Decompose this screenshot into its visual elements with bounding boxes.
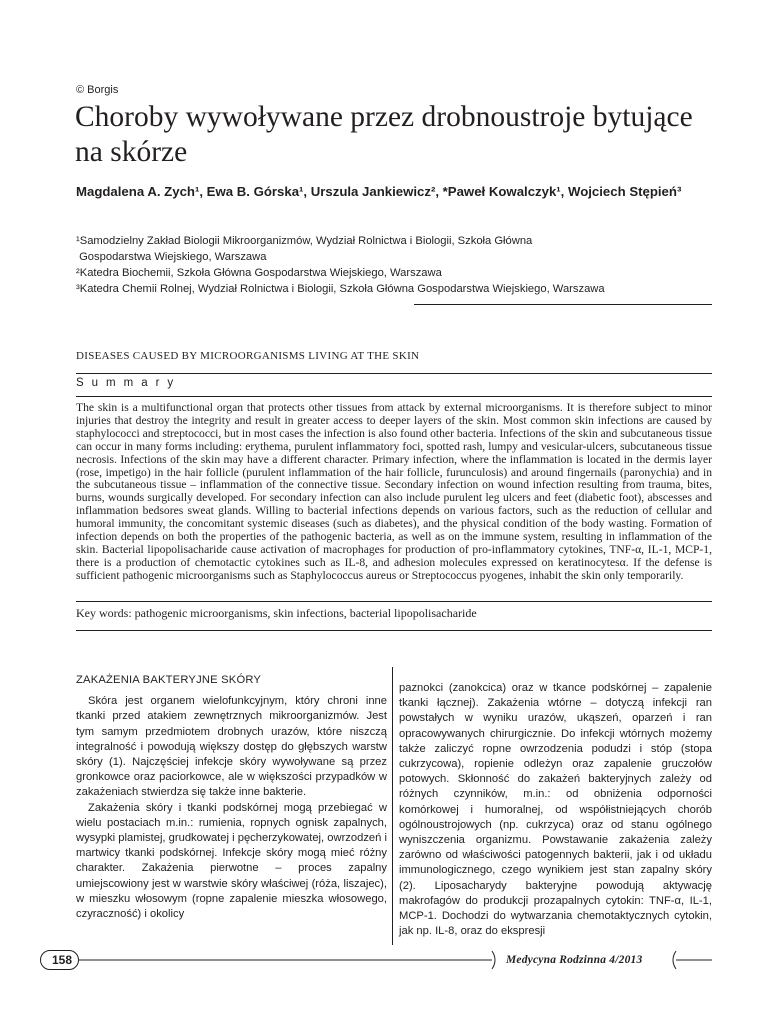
copyright-notice: © Borgis [76,84,119,96]
page-number: 158 [52,953,73,967]
author-list: Magdalena A. Zych¹, Ewa B. Górska¹, Urszula Jankiewicz², *Paweł Kowalczyk¹, Wojciech Stępień³ [76,184,682,199]
affiliation-line: ¹Samodzielny Zakład Biologii Mikroorganizmów, Wydział Rolnictwa i Biologii, Szkoła Główna [76,235,533,247]
column-divider [392,667,393,945]
abstract-text: The skin is a multifunctional organ that protects other tissues from attack by external microorganisms. It is therefore subject to minor injuries that destroy the integrity and result in greater access to deeper layers of the skin. Most common skin infections are caused by staphylococci and streptococci, but in most cases the infection is also found other bacteria. Infections of the skin and subcutaneous tissue can occur in many forms including: erythema, purulent inflammatory foci, spotted rash, lumpy and vesicular-ulcers, subcutaneous tissue necrosis. Infections of the skin may have a different character. Primary infection, where the inflammation is located in the dermis layer (rose, impetigo) in the hair follicle (purulent inflammation of the hair follicle, furunculosis) and around fingernails (paronychia) and in the subcutaneous tissue – inflammation of the connective tissue. Secondary infection on wound infection resulting from trauma, bites, burns, wounds surgically developed. For secondary infection can also include purulent leg ulcers and feet (diabetic foot), abscesses and inflammation bedsores sweat glands. Willing to bacterial infections depends on various factors, such as the reduction of cellular and humoral immunity, the concomitant systemic diseases (such as diabetes), and the physical condition of the body wasting. Formation of infection depends on both the properties of the pathogenic bacteria, as well as on the immune system, resulting in inflammation of the skin. Bacterial lipopolisacharide cause activation of macrophages for production of pro-inflammatory cytokines, TNF-α, IL-1, MCP-1, there is a production of chemotactic cytokines such as IL-8, and adhesion molecules expressed on keratinocytesα. If the defense is sufficient pathogenic microorganisms such as Staphylococcus aureus or Streptococcus pyogenes, inhabit the skin only temporarily. [76,401,712,582]
body-paragraph: Zakażenia skóry i tkanki podskórnej mogą przebiegać w wielu postaciach m.in.: rumienia, ropnych ognisk zapalnych, wysypki plamistej, grudkowatej i pęcherzykowatej, owrzodzeń i martwicy tkanki podskórnej. Infekcje skóry mogą mieć różny charakter. Zakażenia pierwotne – proces zapalny umiejscowiony jest w warstwie skóry właściwej (róża, liszajec), w mieszku włosowym (ropne zapalenie mieszka włosowego, czyraczność) i okolicy [76,801,387,921]
body-paragraph: Skóra jest organem wielofunkcyjnym, który chroni inne tkanki przed atakiem zewnętrznych mikroorganizmów. Jest tym samym przedmiotem drobnych urazów, które niszczą integralność i powodują większy dostęp do głębszych warstw skóry (1). Najczęściej infekcje skóry wywoływane są przez gronkowce oraz paciorkowce, ale w większości przypadków w zakażeniach stwierdza się także inne bakterie. [76,695,387,799]
journal-name: Medycyna Rodzinna 4/2013 [506,954,643,966]
summary-top-rule [76,373,712,374]
affiliations [76,233,716,297]
summary-label: S u m m a r y [76,377,176,389]
english-title: DISEASES CAUSED BY MICROORGANISMS LIVING AT THE SKIN [76,350,420,362]
section-heading: ZAKAŻENIA BAKTERYJNE SKÓRY [76,674,262,686]
affiliation-line: ³Katedra Chemii Rolnej, Wydział Rolnictwa i Biologii, Szkoła Główna Gospodarstwa Wiejskiego, Warszawa [76,283,605,295]
page-footer [40,950,712,972]
body-column-left [76,673,387,922]
body-paragraph: paznokci (zanokcica) oraz w tkance podskórnej – zapalenie tkanki łącznej). Zakażenia wtórne – dotyczą infekcji ran powstałych w wyniku urazów, ukąszeń, oparzeń i ran opracowywanych chirurgicznie. Do infekcji wtórnych możemy także zaliczyć ropne owrzodzenia podudzi i stóp (stopa cukrzycowa), ropienie odleżyn oraz zapalenie gruczołów potowych. Skłonność do zakażeń bakteryjnych zależy od różnych czynników, m.in.: od obniżenia odporności komórkowej i humoralnej, od współistniejących chorób ogólnoustrojowych (np. cukrzyca) oraz od stanu ogólnego wyniszczenia organizmu. Powstawanie zakażenia zależy zarówno od właściwości patogennych bakterii, jak i od układu immunologicznego, czego wynikiem jest stan zapalny skóry (2). Liposacharydy bakteryjne powodują aktywację makrofagów do produkcji prozapalnych cytokin: TNF-α, IL-1, MCP-1. Dochodzi do wytwarzania chemotaktycznych cytokin, jak np. IL-8, oraz do ekspresji [399,682,712,938]
keywords-top-rule [76,601,712,602]
keywords: Key words: pathogenic microorganisms, skin infections, bacterial lipopolisacharide [76,606,477,620]
affiliation-rule [414,304,712,305]
keywords-bottom-rule [76,630,712,631]
affiliation-line: ²Katedra Biochemii, Szkoła Główna Gospodarstwa Wiejskiego, Warszawa [76,267,442,279]
body-column-right [399,681,712,939]
article-title: Choroby wywoływane przez drobnoustroje bytujące na skórze [75,101,693,168]
affiliation-line: Gospodarstwa Wiejskiego, Warszawa [76,251,267,263]
summary-bottom-rule [76,396,712,397]
